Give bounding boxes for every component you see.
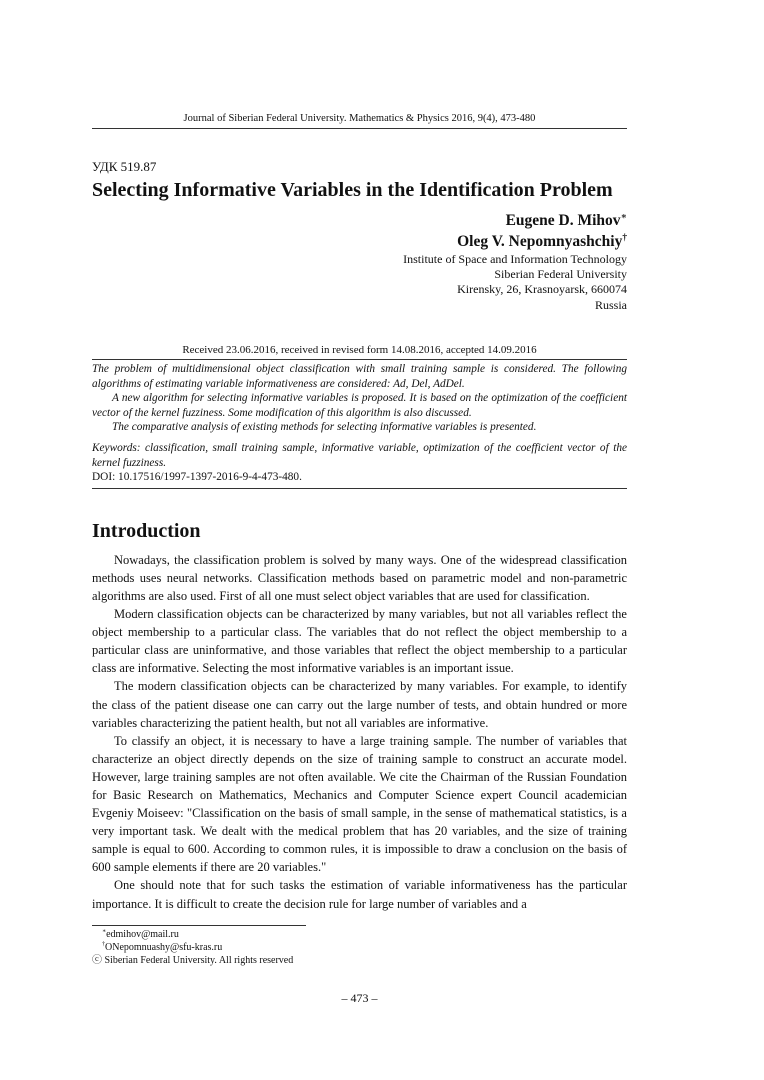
footnote	[92, 941, 627, 954]
paragraph: Modern classification objects can be characterized by many variables, but not all variables reflect the object membership to a particular class. The variables that do not reflect the object membership to a particular class are uninformative, and those variables that reflect the object membership to a particular class are informative. Selecting the most informative variables is an important issue.	[92, 607, 627, 676]
author-name: Eugene D. Mihov	[505, 212, 621, 229]
section-heading: Introduction	[92, 519, 201, 542]
footnotes	[92, 928, 627, 967]
body-text	[92, 551, 627, 913]
paragraph: One should note that for such tasks the estimation of variable informativeness has the particular importance. It is difficult to create the decision rule for large number of variables and a	[92, 878, 627, 911]
footnote-mark: ∗	[102, 928, 107, 935]
author-name: Oleg V. Nepomnyashchiy	[457, 233, 623, 250]
affiliation	[92, 252, 627, 313]
header-rule	[92, 128, 627, 129]
paragraph: The modern classification objects can be characterized by many variables. For example, to identify the class of the patient disease one can carry out the large number of tests, and obtain hundred or more variables characterizing the patient health, but not all variables are informative.	[92, 679, 627, 730]
keywords: Keywords: classification, small training sample, informative variable, optimization of the coefficient vector of the kernel fuzziness.	[92, 441, 627, 469]
abstract-paragraph: The comparative analysis of existing methods for selecting informative variables is presented.	[112, 421, 537, 434]
paper-title: Selecting Informative Variables in the Identification Problem	[92, 179, 613, 201]
footnote-email[interactable]: ONepomnuashy@sfu-kras.ru	[105, 941, 223, 953]
udk-code: УДК 519.87	[92, 159, 157, 174]
abstract-paragraph: The problem of multidimensional object classification with small training sample is considered. The following algorithms of estimating variable informativeness are considered: Ad, Del, AdDel.	[92, 363, 627, 390]
affiliation-line: Kirensky, 26, Krasnoyarsk, 660074	[457, 282, 627, 296]
footnote	[92, 928, 627, 941]
abstract-rule-bottom	[92, 488, 627, 489]
copyright-text: Siberian Federal University. All rights reserved	[104, 954, 294, 966]
paragraph: Nowadays, the classification problem is solved by many ways. One of the widespread classification methods uses neural networks. Classification methods based on parametric model and non-parametric algorithms are also used. First of all one must select object variables that are used for classification.	[92, 552, 627, 603]
copyright-icon: ⓒ	[92, 954, 102, 966]
footnote-mark: †	[622, 232, 627, 243]
copyright	[92, 954, 627, 967]
footnote-mark: ∗	[620, 211, 627, 222]
received-dates: Received 23.06.2016, received in revised form 14.08.2016, accepted 14.09.2016	[182, 344, 537, 356]
affiliation-line: Institute of Space and Information Technology	[403, 252, 627, 266]
journal-header: Journal of Siberian Federal University. Mathematics & Physics 2016, 9(4), 473-480	[183, 113, 536, 124]
footnote-email[interactable]: edmihov@mail.ru	[106, 928, 179, 940]
affiliation-line: Russia	[594, 298, 627, 312]
footnote-mark: †	[102, 941, 105, 948]
page-number: – 473 –	[341, 990, 378, 1005]
abstract-paragraph: A new algorithm for selecting informative variables is proposed. It is based on the optimization of the coefficient vector of the kernel fuzziness. Some modification of this algorithm is also discussed.	[92, 392, 627, 419]
author	[92, 210, 627, 231]
abstract-rule-top	[92, 359, 627, 360]
authors	[92, 210, 627, 252]
footnote-rule	[92, 925, 306, 926]
abstract	[92, 362, 627, 435]
affiliation-line: Siberian Federal University	[494, 267, 627, 281]
author	[92, 231, 627, 252]
paragraph: To classify an object, it is necessary to have a large training sample. The number of variables that characterize an object directly depends on the size of training sample to construct an accurate model. However, large training samples are not often available. We cite the Chairman of the Russian Foundation for Basic Research on Mathematics, Mechanics and Computer Science expert Council academician Evgeniy Moiseev: "Classification on the basis of small sample, in the sense of mathematical statistics, is a very important task. We dealt with the medical problem that has 20 variables, and the size of training sample is equal to 600. According to common rules, it is impossible to draw a conclusion on the basis of 600 sample elements if there are 20 variables."	[92, 733, 627, 875]
keywords-block	[92, 441, 627, 485]
doi[interactable]: DOI: 10.17516/1997-1397-2016-9-4-473-480.	[92, 471, 302, 484]
